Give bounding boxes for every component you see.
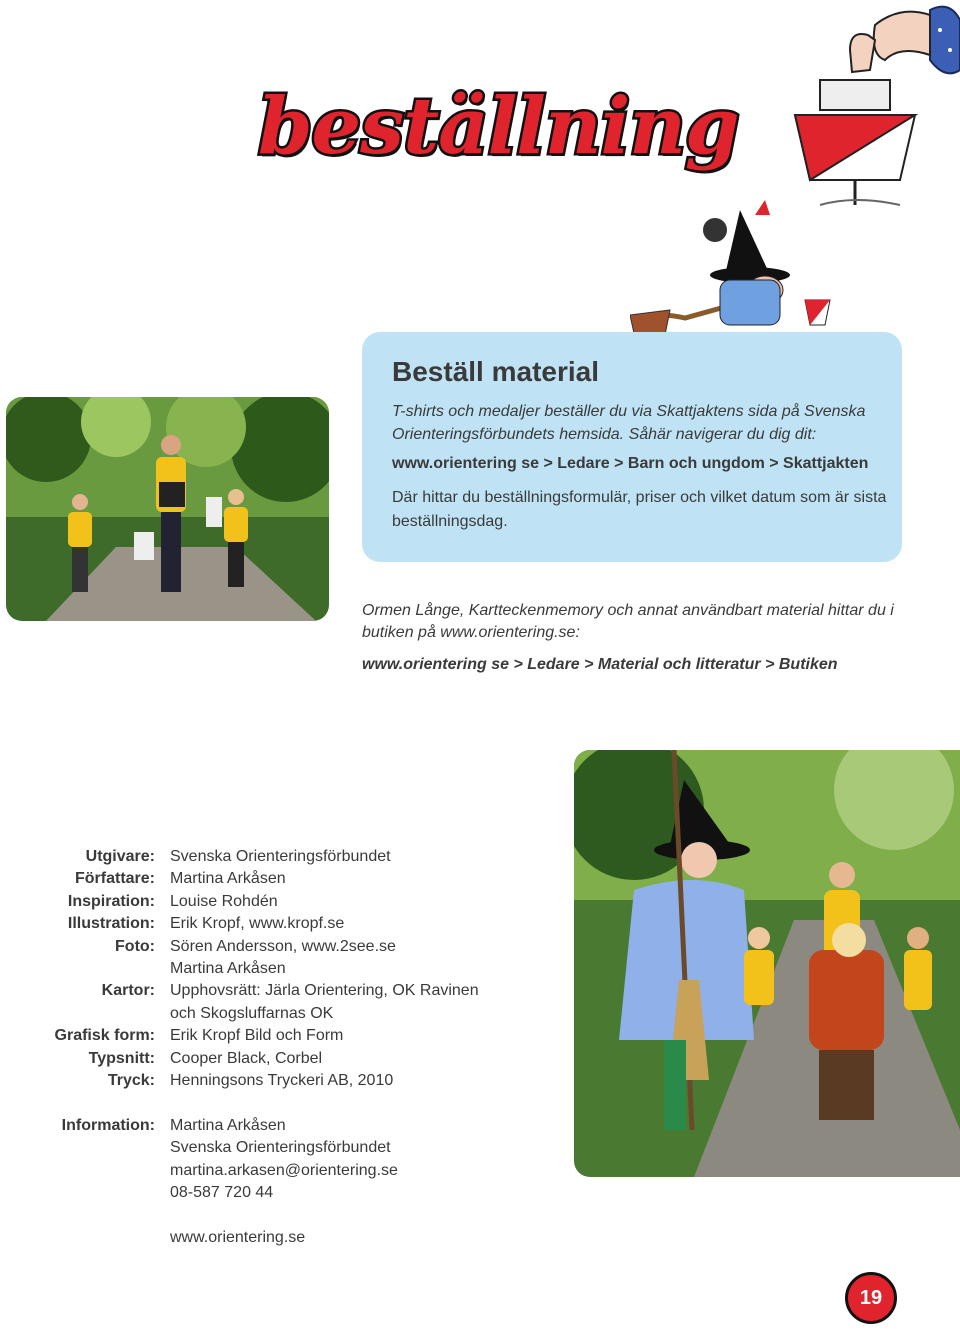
page-number: 19 [845, 1272, 897, 1324]
credit-label: Illustration: [67, 915, 155, 933]
order-details-text: Där hittar du beställningsformulär, priser och vilket datum som är sista beställningsdag. [392, 489, 887, 530]
credit-value: Martina Arkåsen [170, 870, 286, 888]
credit-label: Utgivare: [85, 848, 155, 865]
credit-value: martina.arkasen@orientering.se [170, 1161, 398, 1179]
orienteering-control-illustration [780, 0, 960, 215]
credit-value: Svenska Orienteringsförbundet [170, 848, 391, 865]
credit-value: Erik Kropf, www.kropf.se [170, 915, 345, 933]
credit-value: Martina Arkåsen [170, 1116, 286, 1134]
credit-value: Svenska Orienteringsförbundet [170, 1139, 391, 1157]
credit-label: Inspiration: [67, 892, 155, 910]
credit-value: Henningsons Tryckeri AB, 2010 [170, 1072, 394, 1089]
credit-label: Information: [61, 1116, 155, 1134]
shop-text: Ormen Långe, Kartteckenmemory och annat användbart material hittar du i butiken på www.orientering.se: [362, 602, 894, 641]
credit-value: och Skogsluffarnas OK [170, 1004, 334, 1022]
credit-value: www.orientering.se [170, 1228, 306, 1246]
order-heading: Beställ material [392, 356, 599, 387]
credit-value: Sören Andersson, www.2see.se [170, 937, 396, 955]
shop-navigation-path: www.orientering se > Ledare > Material och litteratur > Butiken [362, 656, 838, 673]
witch-and-children-photo [574, 750, 960, 1177]
credit-label: Grafisk form: [54, 1027, 155, 1045]
credit-label: Tryck: [107, 1072, 155, 1089]
credit-value: Cooper Black, Corbel [170, 1049, 323, 1067]
order-navigation-path: www.orientering se > Ledare > Barn och ungdom > Skattjakten [392, 455, 869, 472]
family-walking-photo [6, 397, 329, 621]
credit-label: Kartor: [101, 982, 155, 1000]
credit-value: Erik Kropf Bild och Form [170, 1027, 344, 1045]
credit-label: Typsnitt: [88, 1049, 155, 1067]
credit-value: Louise Rohdén [170, 892, 278, 910]
credit-value: Martina Arkåsen [170, 960, 286, 977]
credit-value: 08-587 720 44 [170, 1184, 274, 1201]
credit-label: Foto: [115, 937, 155, 955]
credit-label: Författare: [74, 870, 155, 888]
witch-illustration [630, 190, 840, 340]
page-title: beställning [258, 81, 739, 172]
order-intro-text: T-shirts och medaljer beställer du via Skattjaktens sida på Svenska Orienteringsförbundets hemsida. Såhär navigerar du dig dit: [392, 403, 866, 443]
credit-value: Upphovsrätt: Järla Orientering, OK Ravinen [170, 982, 479, 1000]
